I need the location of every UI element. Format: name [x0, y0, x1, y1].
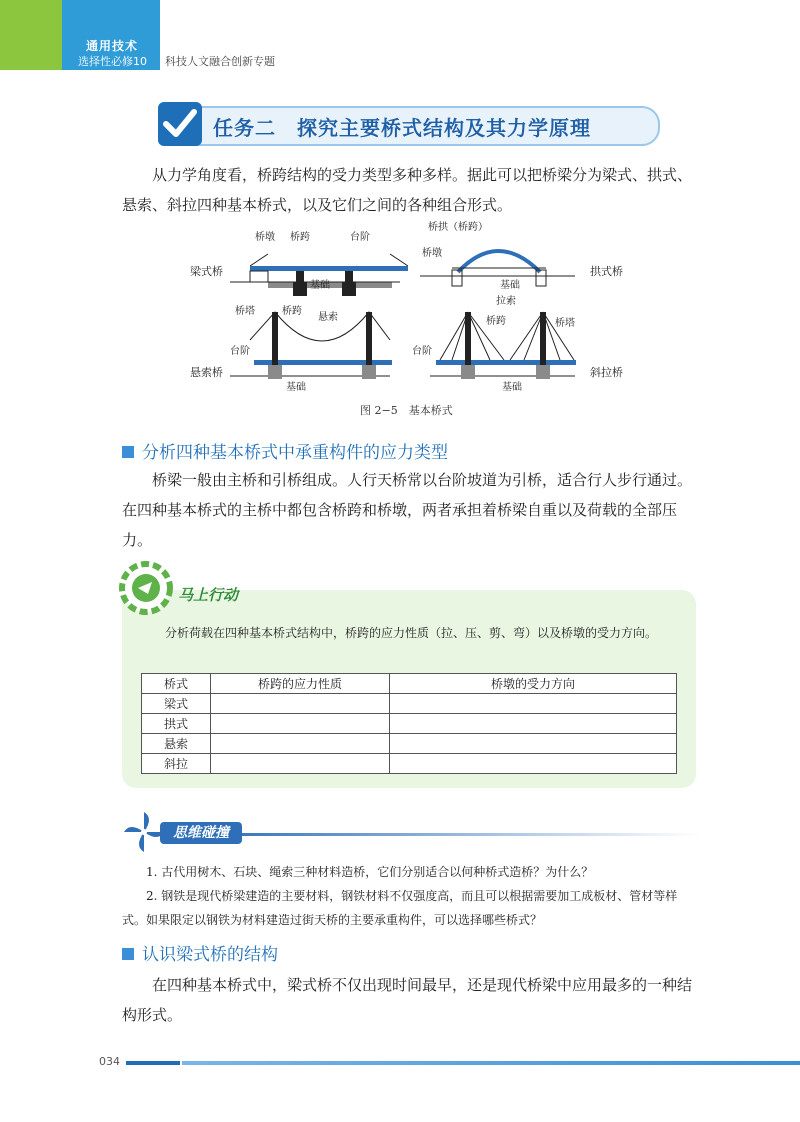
table-row-label: 悬索 — [142, 734, 211, 754]
table-cell[interactable] — [390, 694, 677, 714]
table-header-cell: 桥跨的应力性质 — [211, 674, 390, 694]
topic-title: 科技人文融合创新专题 — [165, 55, 275, 68]
suspension-bridge-name: 悬索桥 — [190, 366, 223, 379]
arch-bridge-name: 拱式桥 — [590, 265, 623, 278]
footer-line-light — [182, 1061, 800, 1065]
cable-stayed-bridge-diagram — [412, 294, 623, 393]
cable-stayed-span-label: 桥跨 — [486, 316, 506, 327]
suspension-cable-label: 悬索 — [318, 312, 338, 323]
question-2: 2. 钢铁是现代桥梁建造的主要材料，钢铁材料不仅强度高，而且可以根据需要加工成板材、管材等样式。如果限定以钢铁为材料建造过街天桥的主要承重构件，可以选择哪些桥式？ — [122, 889, 678, 927]
question-1: 1. 古代用树木、石块、绳索三种材料造桥，它们分别适合以何种桥式造桥？为什么？ — [146, 865, 594, 879]
table-cell[interactable] — [211, 754, 390, 774]
beam-pier-label: 桥墩 — [255, 232, 275, 243]
table-cell[interactable] — [211, 714, 390, 734]
section-heading-beam: 认识梁式桥的结构 — [122, 940, 278, 965]
header-green-block — [0, 0, 62, 70]
gear-icon — [118, 560, 174, 616]
bridge-types-figure — [190, 220, 640, 400]
footer-line-dark — [126, 1061, 180, 1065]
act-now-text: 分析荷载在四种基本桥式结构中，桥跨的应力性质（拉、压、剪、弯）以及桥墩的受力方向。 — [165, 626, 658, 640]
cable-stayed-cable-label: 拉索 — [496, 296, 516, 307]
cable-stayed-step-label: 台阶 — [412, 346, 432, 357]
arch-arch-label: 桥拱（桥跨） — [428, 222, 488, 233]
beam-step-label: 台阶 — [350, 232, 370, 243]
table-row-label: 拱式 — [142, 714, 211, 734]
suspension-bridge-diagram — [190, 304, 392, 393]
section-heading-stress: 分析四种基本桥式中承重构件的应力类型 — [122, 438, 448, 463]
table-header-cell: 桥式 — [142, 674, 211, 694]
suspension-step-label: 台阶 — [230, 346, 250, 357]
table-cell[interactable] — [390, 734, 677, 754]
cable-stayed-tower-label: 桥塔 — [555, 318, 575, 329]
cable-stayed-bridge-name: 斜拉桥 — [590, 366, 623, 379]
figure-caption: 图 2−5 基本桥式 — [360, 404, 453, 417]
square-bullet-icon — [122, 446, 134, 458]
thinking-divider — [210, 833, 700, 836]
table-row — [142, 714, 677, 734]
table-cell[interactable] — [390, 754, 677, 774]
table-cell[interactable] — [211, 694, 390, 714]
task-title: 任务二 探究主要桥式结构及其力学原理 — [213, 116, 591, 140]
arch-bridge-diagram — [420, 220, 623, 291]
suspension-base-label: 基础 — [286, 382, 306, 393]
page-number: 034 — [99, 1055, 120, 1068]
book-title: 通用技术 — [86, 39, 139, 53]
thinking-title: 思维碰撞 — [160, 822, 242, 844]
intro-paragraph: 从力学角度看，桥跨结构的受力类型多种多样。据此可以把桥梁分为梁式、拱式、悬索、斜拉四种基本桥式，以及它们之间的各种组合形式。 — [122, 166, 693, 214]
beam-span-label: 桥跨 — [290, 232, 310, 243]
act-now-title: 马上行动 — [178, 586, 239, 604]
beam-base-label: 基础 — [310, 280, 330, 291]
arch-pier-label: 桥墩 — [422, 248, 442, 259]
table-row — [142, 734, 677, 754]
table-row — [142, 694, 677, 714]
table-header-cell: 桥墩的受力方向 — [390, 674, 677, 694]
beam-bridge-name: 梁式桥 — [190, 265, 223, 278]
task-banner — [158, 102, 658, 146]
book-subtitle: 选择性必修10 — [78, 55, 147, 68]
table-cell[interactable] — [211, 734, 390, 754]
arch-base-label: 基础 — [500, 280, 520, 291]
table-cell[interactable] — [390, 714, 677, 734]
section1-paragraph: 桥梁一般由主桥和引桥组成。人行天桥常以台阶坡道为引桥，适合行人步行通过。在四种基本桥式的主桥中都包含桥跨和桥墩，两者承担着桥梁自重以及荷载的全部压力。 — [122, 471, 693, 549]
suspension-tower-label: 桥塔 — [235, 306, 255, 317]
table-row — [142, 754, 677, 774]
table-header-row — [142, 674, 677, 694]
suspension-span-label: 桥跨 — [282, 306, 302, 317]
check-icon — [158, 102, 202, 146]
square-bullet-icon — [122, 948, 134, 960]
table-row-label: 斜拉 — [142, 754, 211, 774]
table-row-label: 梁式 — [142, 694, 211, 714]
analysis-table — [141, 673, 677, 774]
section2-paragraph: 在四种基本桥式中，梁式桥不仅出现时间最早，还是现代桥梁中应用最多的一种结构形式。 — [122, 976, 693, 1024]
cable-stayed-base-label: 基础 — [502, 382, 522, 393]
beam-bridge-diagram — [190, 230, 408, 296]
